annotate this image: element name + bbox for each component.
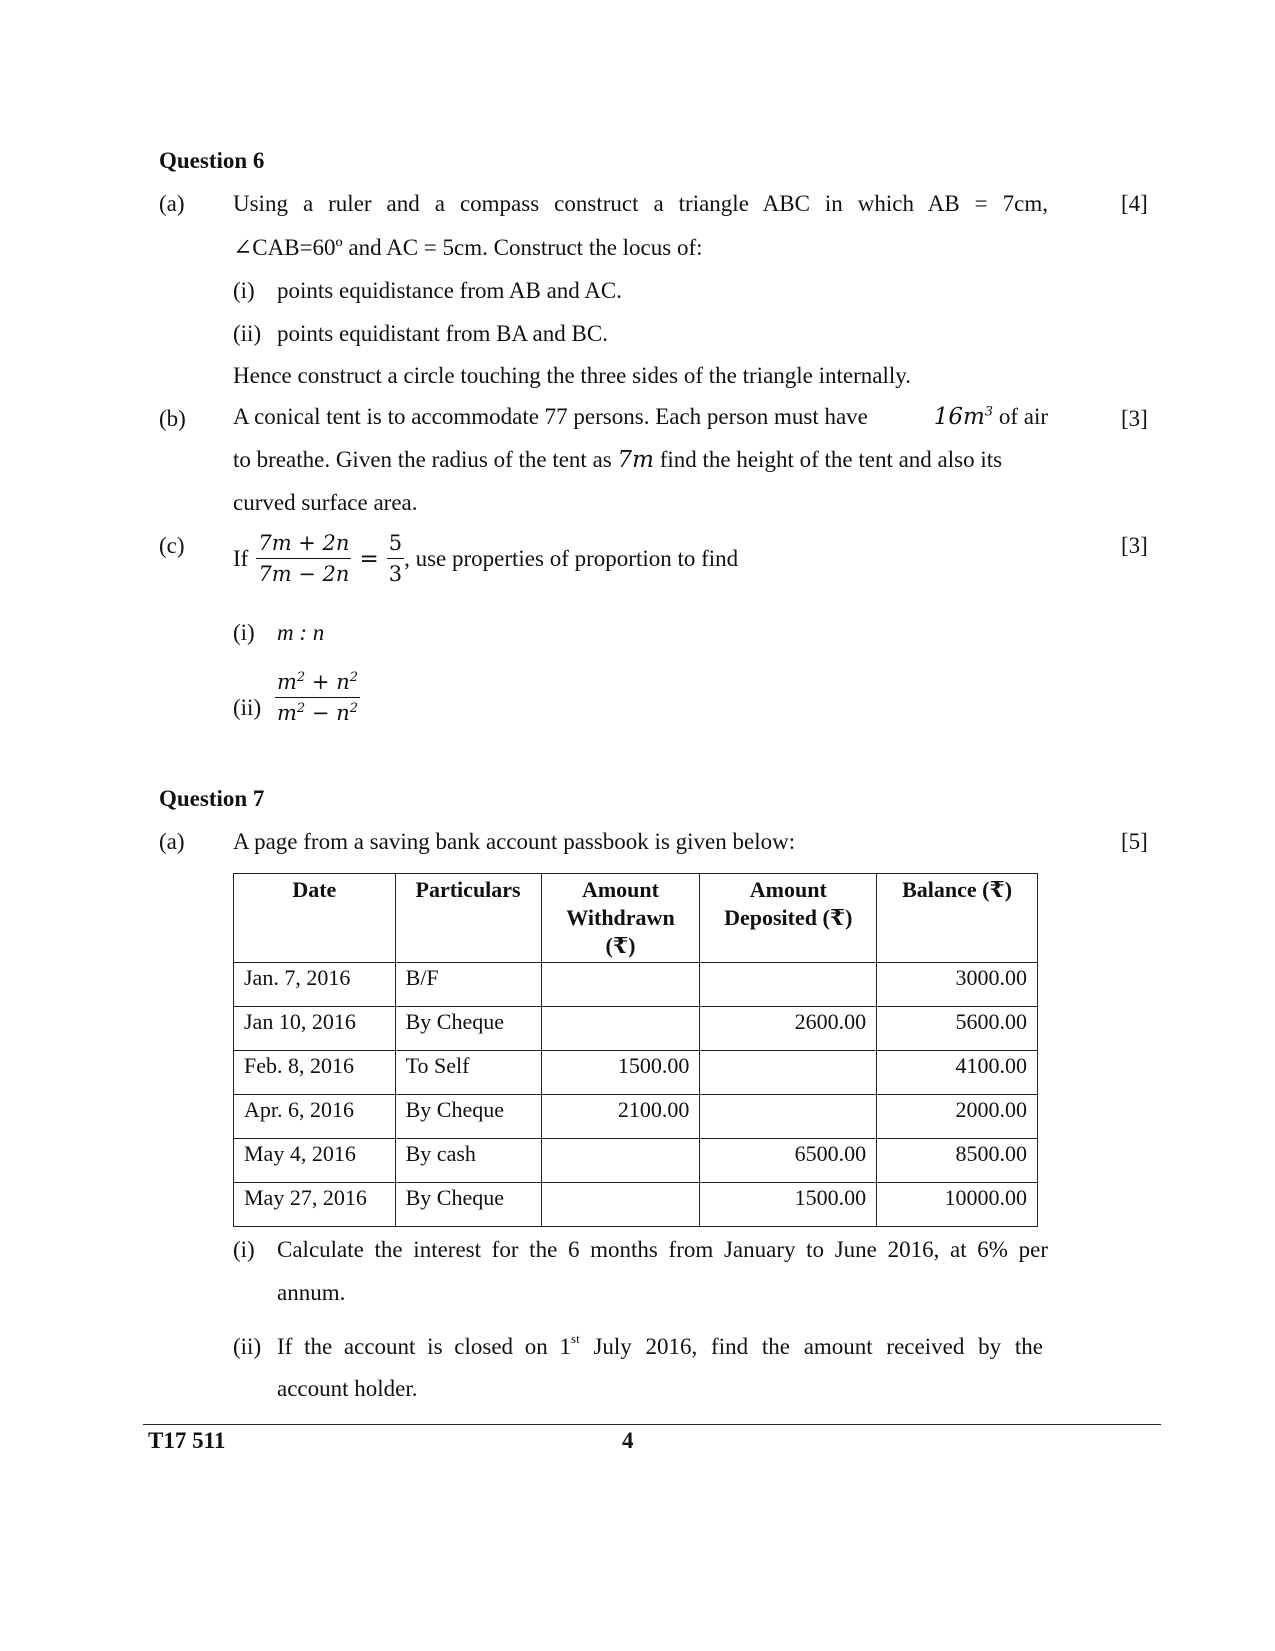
cell-balance: 3000.00 xyxy=(877,963,1038,1007)
cell-balance: 2000.00 xyxy=(877,1095,1038,1139)
q6c-lhs-num: 7m + 2n xyxy=(258,531,350,555)
q6c-i-label: (i) xyxy=(233,620,255,645)
q6b-line3: curved surface area. xyxy=(233,490,418,515)
cell-date: May 27, 2016 xyxy=(234,1183,396,1227)
cell-balance: 5600.00 xyxy=(877,1007,1038,1051)
q7a-i-line1: Calculate the interest for the 6 months from January to June 2016, at 6% per xyxy=(277,1237,1048,1262)
q6b-volume xyxy=(934,404,993,430)
q6a-conclusion: Hence construct a circle touching the three sides of the triangle internally. xyxy=(233,363,912,388)
question-7-title: Question 7 xyxy=(159,786,265,811)
q7a-marks: [5] xyxy=(1121,829,1148,854)
q6b-radius: 7m xyxy=(617,447,654,473)
q6c-lhs-den: 7m − 2n xyxy=(256,558,351,586)
col-header-particulars: Particulars xyxy=(395,874,541,963)
cell-withdrawn xyxy=(541,963,700,1007)
table-row xyxy=(234,1095,1038,1139)
footer-divider xyxy=(143,1424,1161,1425)
cell-balance: 8500.00 xyxy=(877,1139,1038,1183)
q6c-marks: [3] xyxy=(1121,533,1148,558)
cell-withdrawn: 2100.00 xyxy=(541,1095,700,1139)
cell-withdrawn: 1500.00 xyxy=(541,1051,700,1095)
table-row xyxy=(234,963,1038,1007)
cell-particulars: By Cheque xyxy=(395,1095,541,1139)
cell-deposited xyxy=(700,963,877,1007)
q6a-i-label: (i) xyxy=(233,278,255,303)
q7a-i-line2: annum. xyxy=(277,1280,346,1305)
footer-code: T17 511 xyxy=(148,1428,226,1453)
q6c-label: (c) xyxy=(159,533,185,558)
q6c-ii-num: $m^2 + n^2$ xyxy=(277,670,358,694)
cell-balance: 4100.00 xyxy=(877,1051,1038,1095)
cell-deposited xyxy=(700,1095,877,1139)
q7a-i-label: (i) xyxy=(233,1237,255,1262)
q7a-intro: A page from a saving bank account passbook is given below: xyxy=(233,829,796,854)
q6c-if: If xyxy=(233,545,249,571)
q6b-line2-post: find the height of the tent and also its xyxy=(653,447,1003,472)
col-header-balance: Balance (₹) xyxy=(877,874,1038,963)
cell-deposited: 1500.00 xyxy=(700,1183,877,1227)
q7a-ii-line1-pre: If the account is closed on 1 xyxy=(277,1334,572,1359)
q6a-ii-label: (ii) xyxy=(233,321,262,346)
cell-deposited xyxy=(700,1051,877,1095)
q6b-line2-pre: to breathe. Given the radius of the tent as xyxy=(233,447,618,472)
q6b-line1 xyxy=(233,404,1048,430)
cell-particulars: By Cheque xyxy=(395,1007,541,1051)
cell-deposited: 2600.00 xyxy=(700,1007,877,1051)
q6b-volume-exp: 3 xyxy=(984,404,994,420)
q6c-rhs-num: 5 xyxy=(388,531,403,555)
cell-particulars: B/F xyxy=(395,963,541,1007)
table-row xyxy=(234,1051,1038,1095)
cell-particulars: By Cheque xyxy=(395,1183,541,1227)
cell-date: Jan. 7, 2016 xyxy=(234,963,396,1007)
q7a-ii-line2: account holder. xyxy=(277,1376,418,1401)
cell-date: Apr. 6, 2016 xyxy=(234,1095,396,1139)
cell-withdrawn xyxy=(541,1007,700,1051)
col-header-date: Date xyxy=(234,874,396,963)
cell-date: Feb. 8, 2016 xyxy=(234,1051,396,1095)
cell-date: May 4, 2016 xyxy=(234,1139,396,1183)
q6a-i-text: points equidistance from AB and AC. xyxy=(277,278,622,303)
q6b-line1-pre: A conical tent is to accommodate 77 persons. Each person must have xyxy=(233,404,868,429)
cell-date: Jan 10, 2016 xyxy=(234,1007,396,1051)
cell-withdrawn xyxy=(541,1139,700,1183)
q6b-line2 xyxy=(233,447,1048,473)
table-row xyxy=(234,1139,1038,1183)
q6a-line2: ∠CAB=60º and AC = 5cm. Construct the locus of: xyxy=(233,235,703,260)
col-header-deposited: Amount Deposited (₹) xyxy=(700,874,877,963)
q6c-equals: = xyxy=(359,545,379,572)
cell-particulars: By cash xyxy=(395,1139,541,1183)
q6b-line1-post: of air xyxy=(993,404,1048,429)
q6c-rhs-fraction xyxy=(387,531,404,586)
q6b-label: (b) xyxy=(159,406,186,431)
q6c-tail: , use properties of proportion to find xyxy=(404,545,739,571)
q7a-ii-line1 xyxy=(277,1331,1048,1360)
q6a-label: (a) xyxy=(159,191,185,216)
q6c-ii-label: (ii) xyxy=(233,695,262,720)
q6a-marks: [4] xyxy=(1121,191,1148,216)
q7a-label: (a) xyxy=(159,829,185,854)
q6c-equation xyxy=(233,531,738,586)
q6c-rhs-den: 3 xyxy=(387,558,404,586)
table-row xyxy=(234,1183,1038,1227)
q6c-ii-den: $m^2 - n^2$ xyxy=(275,697,360,725)
q7a-ii-line1-post: July 2016, find the amount received by the xyxy=(579,1334,1043,1359)
q6c-lhs-fraction xyxy=(256,531,351,586)
q6b-volume-value: 16m xyxy=(933,404,985,430)
q6a-ii-text: points equidistant from BA and BC. xyxy=(277,321,608,346)
q6c-ii-fraction xyxy=(275,670,360,725)
page-number: 4 xyxy=(622,1428,634,1453)
passbook-header-row xyxy=(234,874,1038,963)
q7a-ii-sup: st xyxy=(571,1331,580,1346)
cell-withdrawn xyxy=(541,1183,700,1227)
col-header-withdrawn: Amount Withdrawn (₹) xyxy=(541,874,700,963)
q6b-marks: [3] xyxy=(1121,406,1148,431)
table-row xyxy=(234,1007,1038,1051)
cell-balance: 10000.00 xyxy=(877,1183,1038,1227)
q6a-line1: Using a ruler and a compass construct a triangle ABC in which AB = 7cm, xyxy=(233,191,1048,216)
cell-particulars: To Self xyxy=(395,1051,541,1095)
passbook-table xyxy=(233,873,1038,1227)
q7a-ii-label: (ii) xyxy=(233,1334,262,1359)
question-6-title: Question 6 xyxy=(159,148,265,173)
q6c-i-text: m : n xyxy=(277,620,325,645)
cell-deposited: 6500.00 xyxy=(700,1139,877,1183)
